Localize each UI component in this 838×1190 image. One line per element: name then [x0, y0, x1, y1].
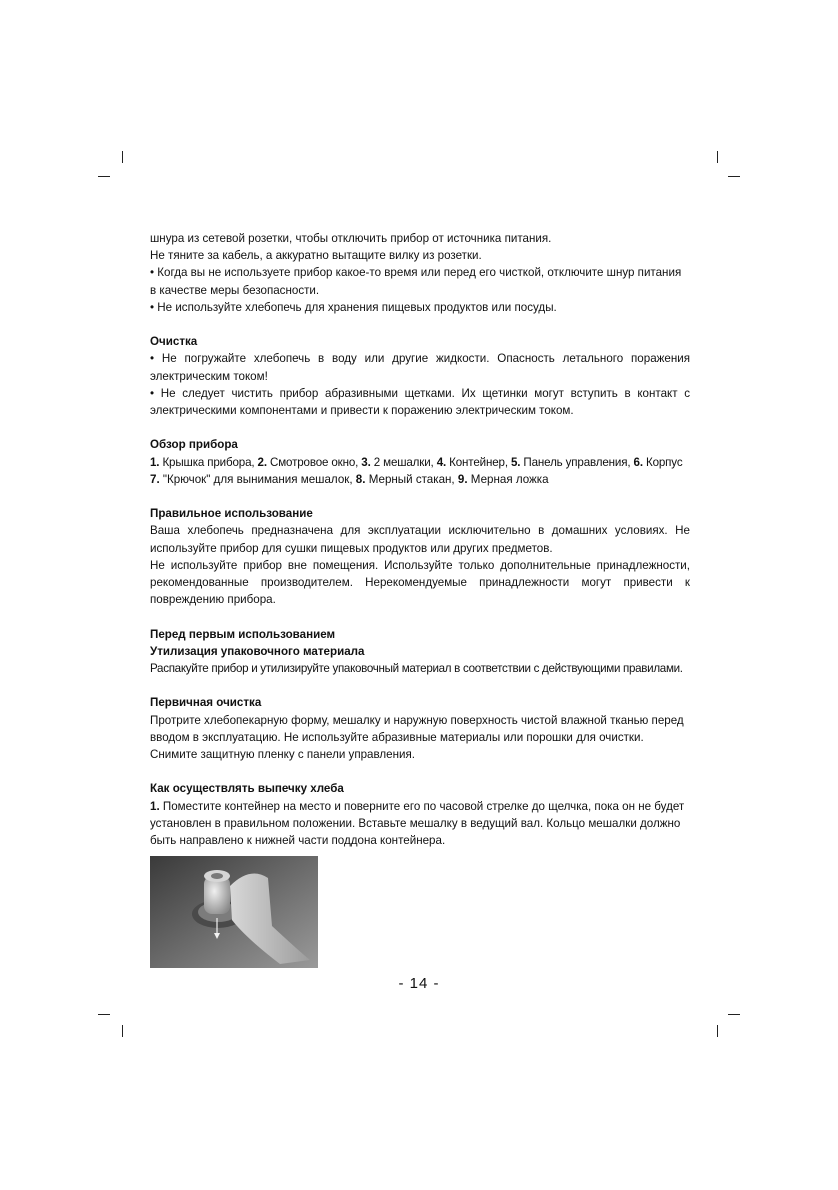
- part-number: 4.: [436, 455, 447, 469]
- baking-step-1: [150, 798, 690, 850]
- proper-use-heading: Правильное использование: [150, 507, 313, 521]
- page-number: - 14 -: [398, 975, 440, 992]
- part-label: Корпус: [645, 455, 683, 469]
- overview-parts-line-2: [150, 471, 690, 488]
- crop-mark-bottom-left-vertical: [122, 1025, 123, 1037]
- crop-mark-bottom-left-horizontal: [98, 1014, 110, 1015]
- proper-use-paragraph-1: Ваша хлебопечь предназначена для эксплуатации исключительно в домашних условиях. Не используйте прибор для сушки пищевых продуктов или других предметов.: [150, 524, 690, 555]
- part-number: 1.: [150, 455, 160, 469]
- packaging-text: Распакуйте прибор и утилизируйте упаковочный материал в соответствии с действующими правилами.: [150, 662, 683, 676]
- cleaning-bullet-1: • Не погружайте хлебопечь в воду или другие жидкости. Опасность летального поражения электрическим током!: [150, 352, 690, 383]
- part-label: Смотровое окно,: [269, 455, 359, 469]
- baking-heading: Как осуществлять выпечку хлеба: [150, 782, 344, 796]
- intro-line-2: Не тяните за кабель, а аккуратно вытащите вилку из розетки.: [150, 249, 482, 263]
- initial-cleaning-text: Протрите хлебопекарную форму, мешалку и наружную поверхность чистой влажной тканью перед вводом в эксплуатацию. Не используйте абразивные материалы или порошки для очистки. Снимите защитную пленку с панели управления.: [150, 713, 684, 762]
- cleaning-heading: Очистка: [150, 335, 198, 349]
- part-number: 7.: [150, 472, 160, 486]
- part-label: Мерный стакан,: [368, 472, 455, 486]
- overview-heading: Обзор прибора: [150, 438, 238, 452]
- page-content: [150, 230, 690, 849]
- initial-cleaning-heading: Первичная очистка: [150, 696, 262, 710]
- intro-line-1: шнура из сетевой розетки, чтобы отключить прибор от источника питания.: [150, 232, 552, 245]
- packaging-subheading: Утилизация упаковочного материала: [150, 644, 365, 658]
- part-label: "Крючок" для вынимания мешалок,: [162, 472, 353, 486]
- first-use-heading: Перед первым использованием: [150, 627, 336, 641]
- crop-mark-top-right-horizontal: [728, 176, 740, 177]
- part-number: 6.: [633, 455, 643, 469]
- part-number: 3.: [361, 455, 371, 469]
- part-number: 2.: [257, 455, 267, 469]
- cleaning-bullet-2: • Не следует чистить прибор абразивными щетками. Их щетинки могут вступить в контакт с электрическими компонентами и привести к поражению электрическим током.: [150, 386, 690, 418]
- kneading-paddle-photo: [150, 856, 318, 968]
- crop-mark-top-left-horizontal: [98, 176, 110, 177]
- crop-mark-bottom-right-vertical: [717, 1025, 718, 1037]
- part-number: 5.: [510, 455, 521, 469]
- crop-mark-top-left-vertical: [122, 151, 123, 163]
- intro-bullet-1: • Когда вы не используете прибор какое-то время или перед его чисткой, отключите шнур питания в качестве меры безопасности.: [150, 266, 682, 297]
- proper-use-paragraph-2: Не используйте прибор вне помещения. Используйте только дополнительные принадлежности, рекомендованные производителем. Нерекомендуемые принадлежности могут привести к повреждению прибора.: [150, 558, 690, 607]
- part-number: 9.: [457, 472, 468, 486]
- overview-parts-line-1: [150, 454, 690, 471]
- part-number: 8.: [355, 472, 366, 486]
- crop-mark-bottom-right-horizontal: [728, 1014, 740, 1015]
- part-label: Мерная ложка: [470, 472, 549, 486]
- intro-bullet-2: • Не используйте хлебопечь для хранения пищевых продуктов или посуды.: [150, 300, 557, 314]
- part-label: Крышка прибора,: [162, 455, 255, 469]
- part-label: 2 мешалки,: [373, 455, 434, 469]
- part-label: Панель управления,: [523, 455, 631, 469]
- step-text: Поместите контейнер на место и поверните его по часовой стрелке до щелчка, пока он не будет установлен в правильном положении. Вставьте мешалку в ведущий вал. Кольцо мешалки должно быть направлено к нижней части поддона контейнера.: [150, 799, 685, 848]
- step-number: 1.: [150, 799, 160, 813]
- part-label: Контейнер,: [449, 455, 508, 469]
- crop-mark-top-right-vertical: [717, 151, 718, 163]
